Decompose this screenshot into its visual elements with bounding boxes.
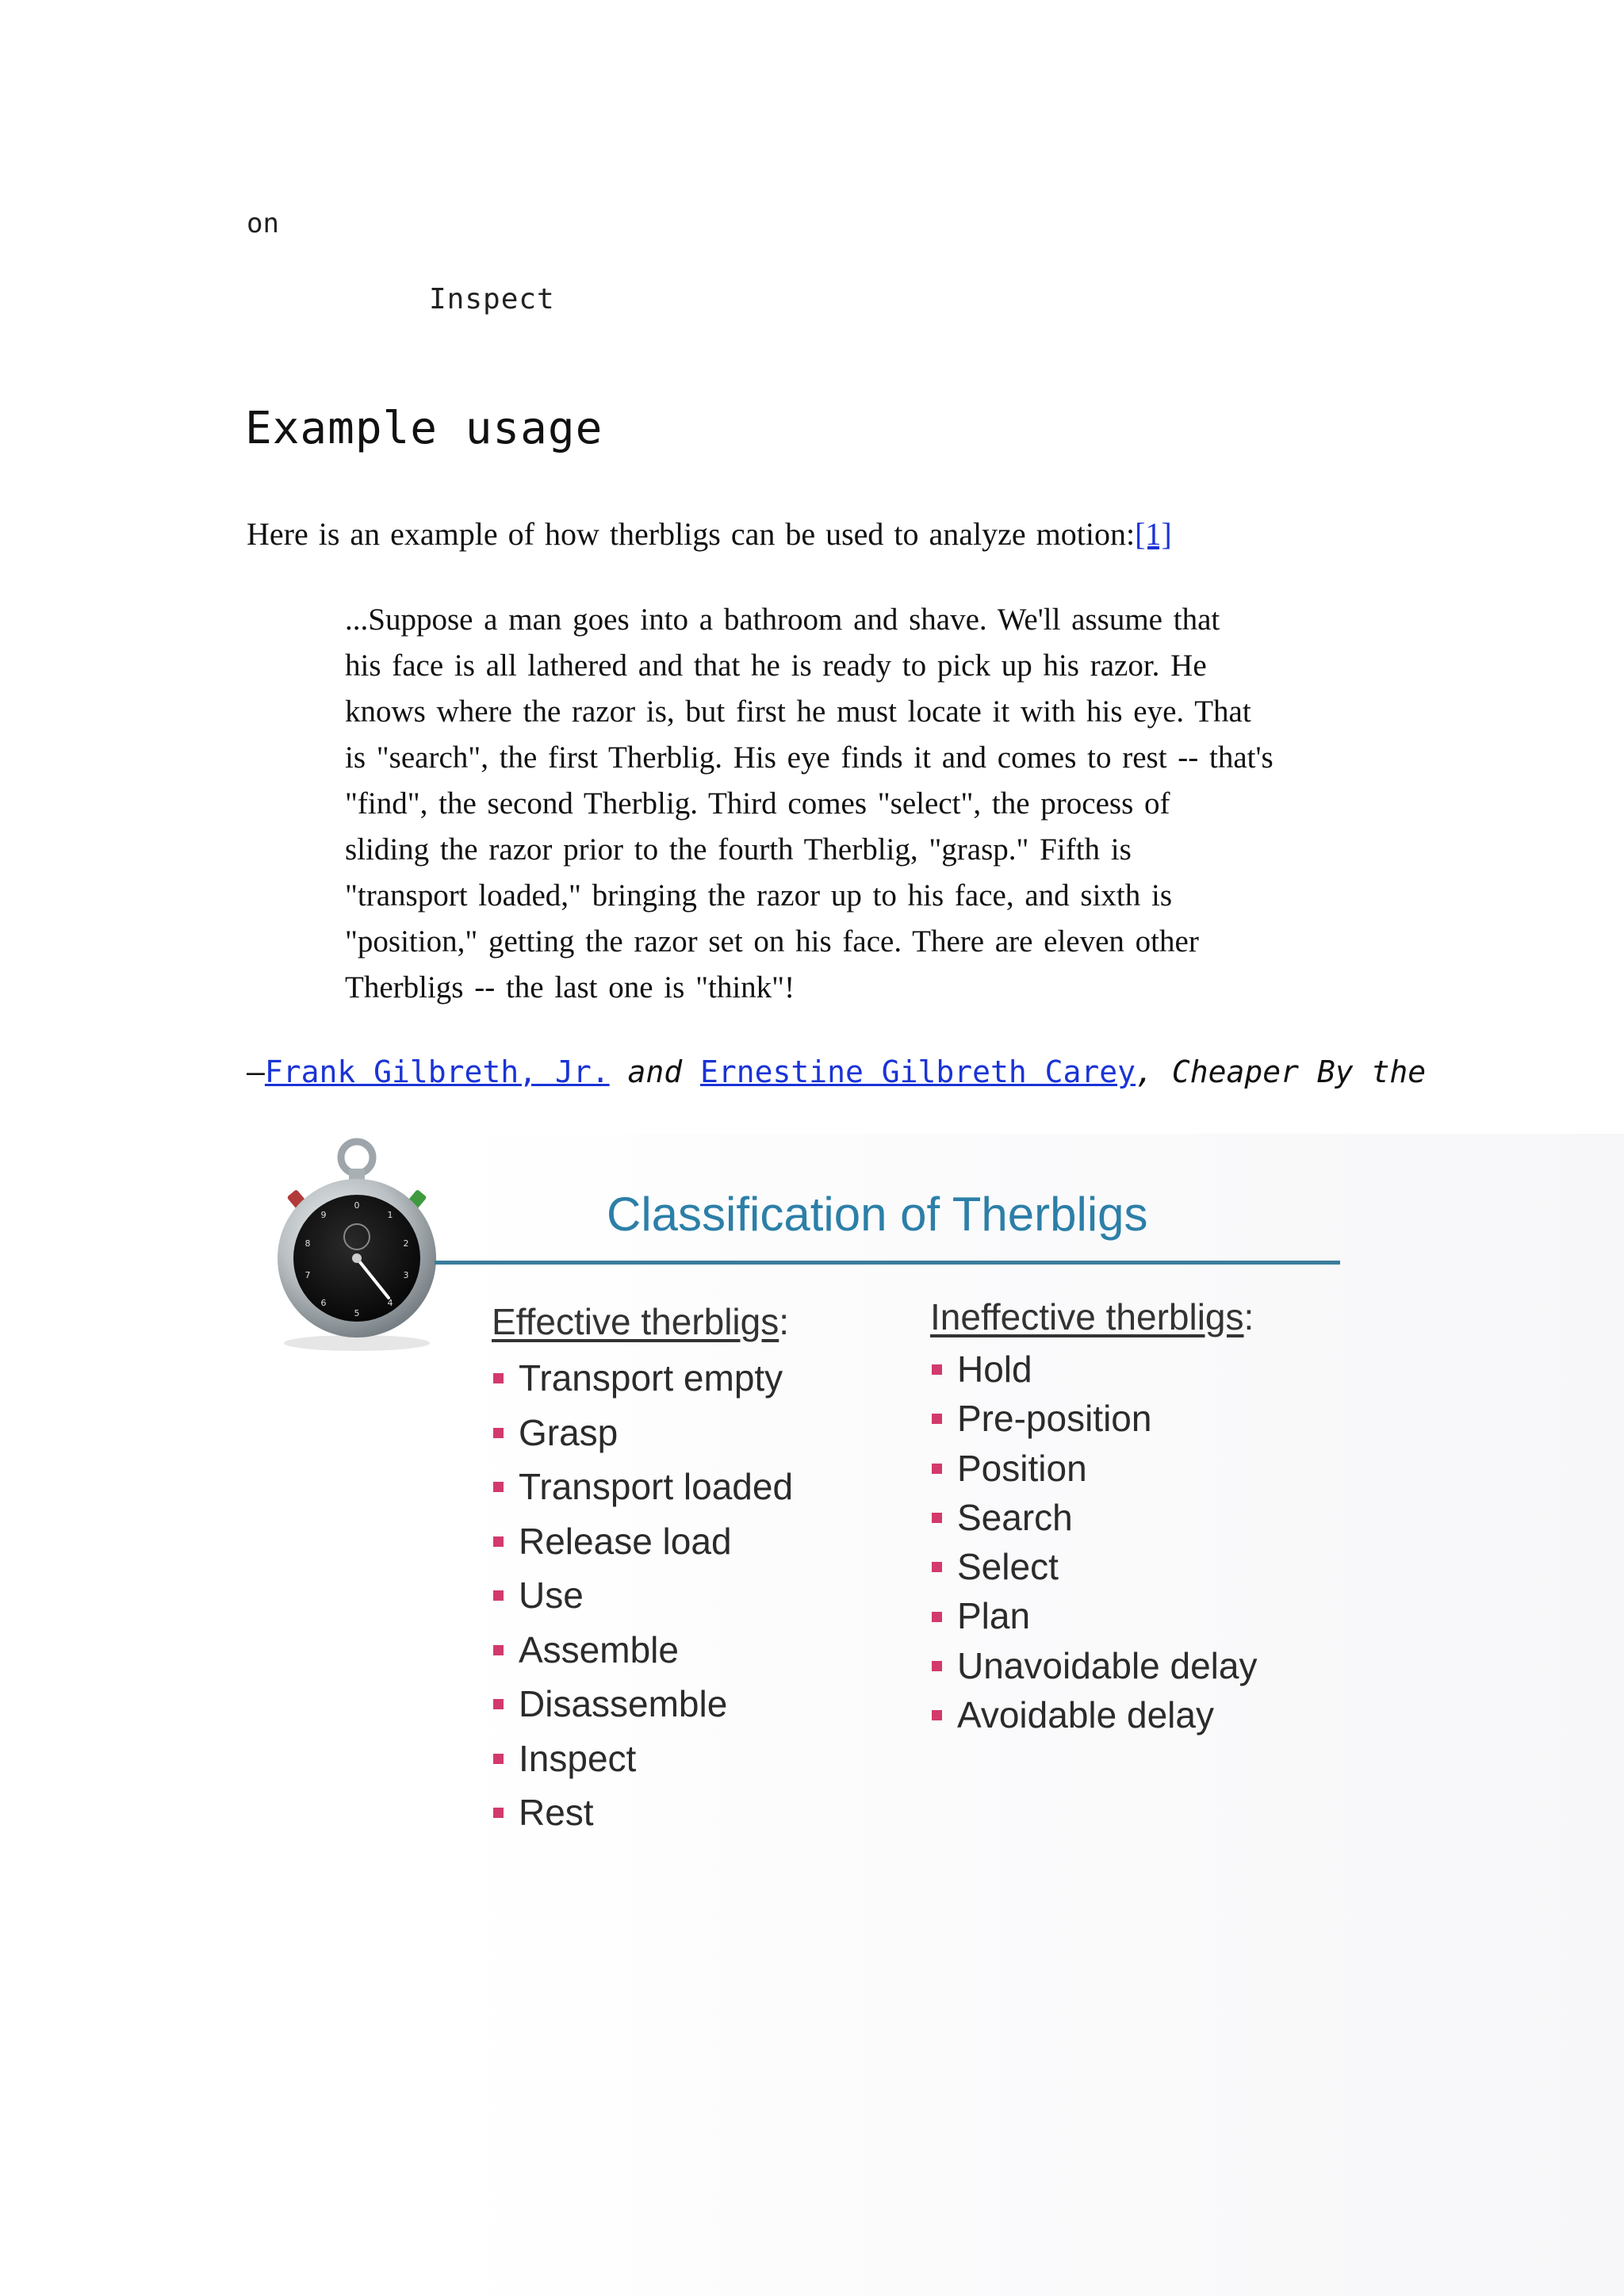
ineffective-heading-text: Ineffective therbligs xyxy=(930,1296,1244,1337)
quote-line: "position," getting the razor set on his face. There are eleven other xyxy=(345,924,1199,959)
stopwatch-icon xyxy=(270,1135,444,1357)
effective-therblig-item: Assemble xyxy=(492,1623,793,1678)
effective-therblig-item: Grasp xyxy=(492,1406,793,1460)
section-heading: Example usage xyxy=(245,403,603,454)
svg-text:6: 6 xyxy=(320,1298,327,1308)
effective-heading-colon: : xyxy=(779,1301,790,1342)
attribution-separator: , xyxy=(1136,1054,1172,1089)
effective-therblig-item: Rest xyxy=(492,1785,793,1840)
effective-therblig-item: Transport loaded xyxy=(492,1460,793,1514)
quote-attribution xyxy=(247,1054,1426,1089)
ineffective-therblig-item: Unavoidable delay xyxy=(930,1641,1258,1690)
attribution-and: and xyxy=(609,1054,700,1089)
quote-line: his face is all lathered and that he is ready to pick up his razor. He xyxy=(345,649,1207,683)
ineffective-therbligs-list xyxy=(930,1345,1258,1739)
title-divider xyxy=(435,1261,1340,1265)
svg-text:3: 3 xyxy=(403,1270,409,1280)
quote-line: Therbligs -- the last one is "think"! xyxy=(345,970,795,1004)
text-fragment-on: on xyxy=(247,208,279,239)
quote-line: "find", the second Therblig. Third comes "select", the process of xyxy=(345,786,1170,821)
svg-text:0: 0 xyxy=(354,1200,360,1211)
quote-line: sliding the razor prior to the fourth Therblig, "grasp." Fifth is xyxy=(345,832,1132,867)
svg-text:7: 7 xyxy=(304,1270,311,1280)
book-title: Cheaper By the xyxy=(1171,1054,1427,1089)
author-link-ernestine-gilbreth-carey[interactable]: Ernestine Gilbreth Carey xyxy=(699,1054,1136,1089)
svg-text:5: 5 xyxy=(354,1308,360,1318)
ineffective-therbligs-heading xyxy=(930,1295,1254,1338)
ineffective-therblig-item: Select xyxy=(930,1542,1258,1591)
reference-link[interactable]: [1] xyxy=(1135,516,1172,552)
text-fragment-inspect: Inspect xyxy=(429,283,555,316)
ineffective-therblig-item: Avoidable delay xyxy=(930,1690,1258,1739)
effective-therblig-item: Disassemble xyxy=(492,1677,793,1732)
ineffective-therblig-item: Hold xyxy=(930,1345,1258,1394)
ineffective-therblig-item: Plan xyxy=(930,1591,1258,1640)
effective-therbligs-heading xyxy=(492,1300,789,1343)
effective-therblig-item: Inspect xyxy=(492,1732,793,1786)
svg-text:1: 1 xyxy=(387,1210,393,1220)
quote-line: knows where the razor is, but first he must locate it with his eye. That xyxy=(345,695,1251,729)
svg-text:9: 9 xyxy=(320,1210,327,1220)
blockquote xyxy=(345,597,1320,1011)
quote-line: ...Suppose a man goes into a bathroom and shave. We'll assume that xyxy=(345,603,1220,637)
figure-title: Classification of Therbligs xyxy=(607,1188,1148,1241)
quote-line: is "search", the first Therblig. His eye finds it and comes to rest -- that's xyxy=(345,740,1274,775)
ineffective-heading-colon: : xyxy=(1243,1296,1254,1337)
ineffective-therblig-item: Position xyxy=(930,1444,1258,1493)
ineffective-therblig-item: Search xyxy=(930,1493,1258,1542)
effective-therblig-item: Release load xyxy=(492,1514,793,1569)
intro-text: Here is an example of how therbligs can be used to analyze motion: xyxy=(247,516,1136,552)
effective-therbligs-list xyxy=(492,1351,793,1840)
svg-text:8: 8 xyxy=(304,1238,311,1249)
effective-heading-text: Effective therbligs xyxy=(492,1301,779,1342)
svg-text:2: 2 xyxy=(403,1238,409,1249)
effective-therblig-item: Transport empty xyxy=(492,1351,793,1406)
ineffective-therblig-item: Pre-position xyxy=(930,1394,1258,1443)
effective-therblig-item: Use xyxy=(492,1568,793,1623)
quote-line: "transport loaded," bringing the razor up to his face, and sixth is xyxy=(345,878,1173,913)
intro-paragraph xyxy=(247,515,1172,553)
author-link-frank-gilbreth[interactable]: Frank Gilbreth, Jr. xyxy=(264,1054,610,1089)
attribution-dash: — xyxy=(247,1054,265,1089)
svg-text:4: 4 xyxy=(387,1298,393,1308)
